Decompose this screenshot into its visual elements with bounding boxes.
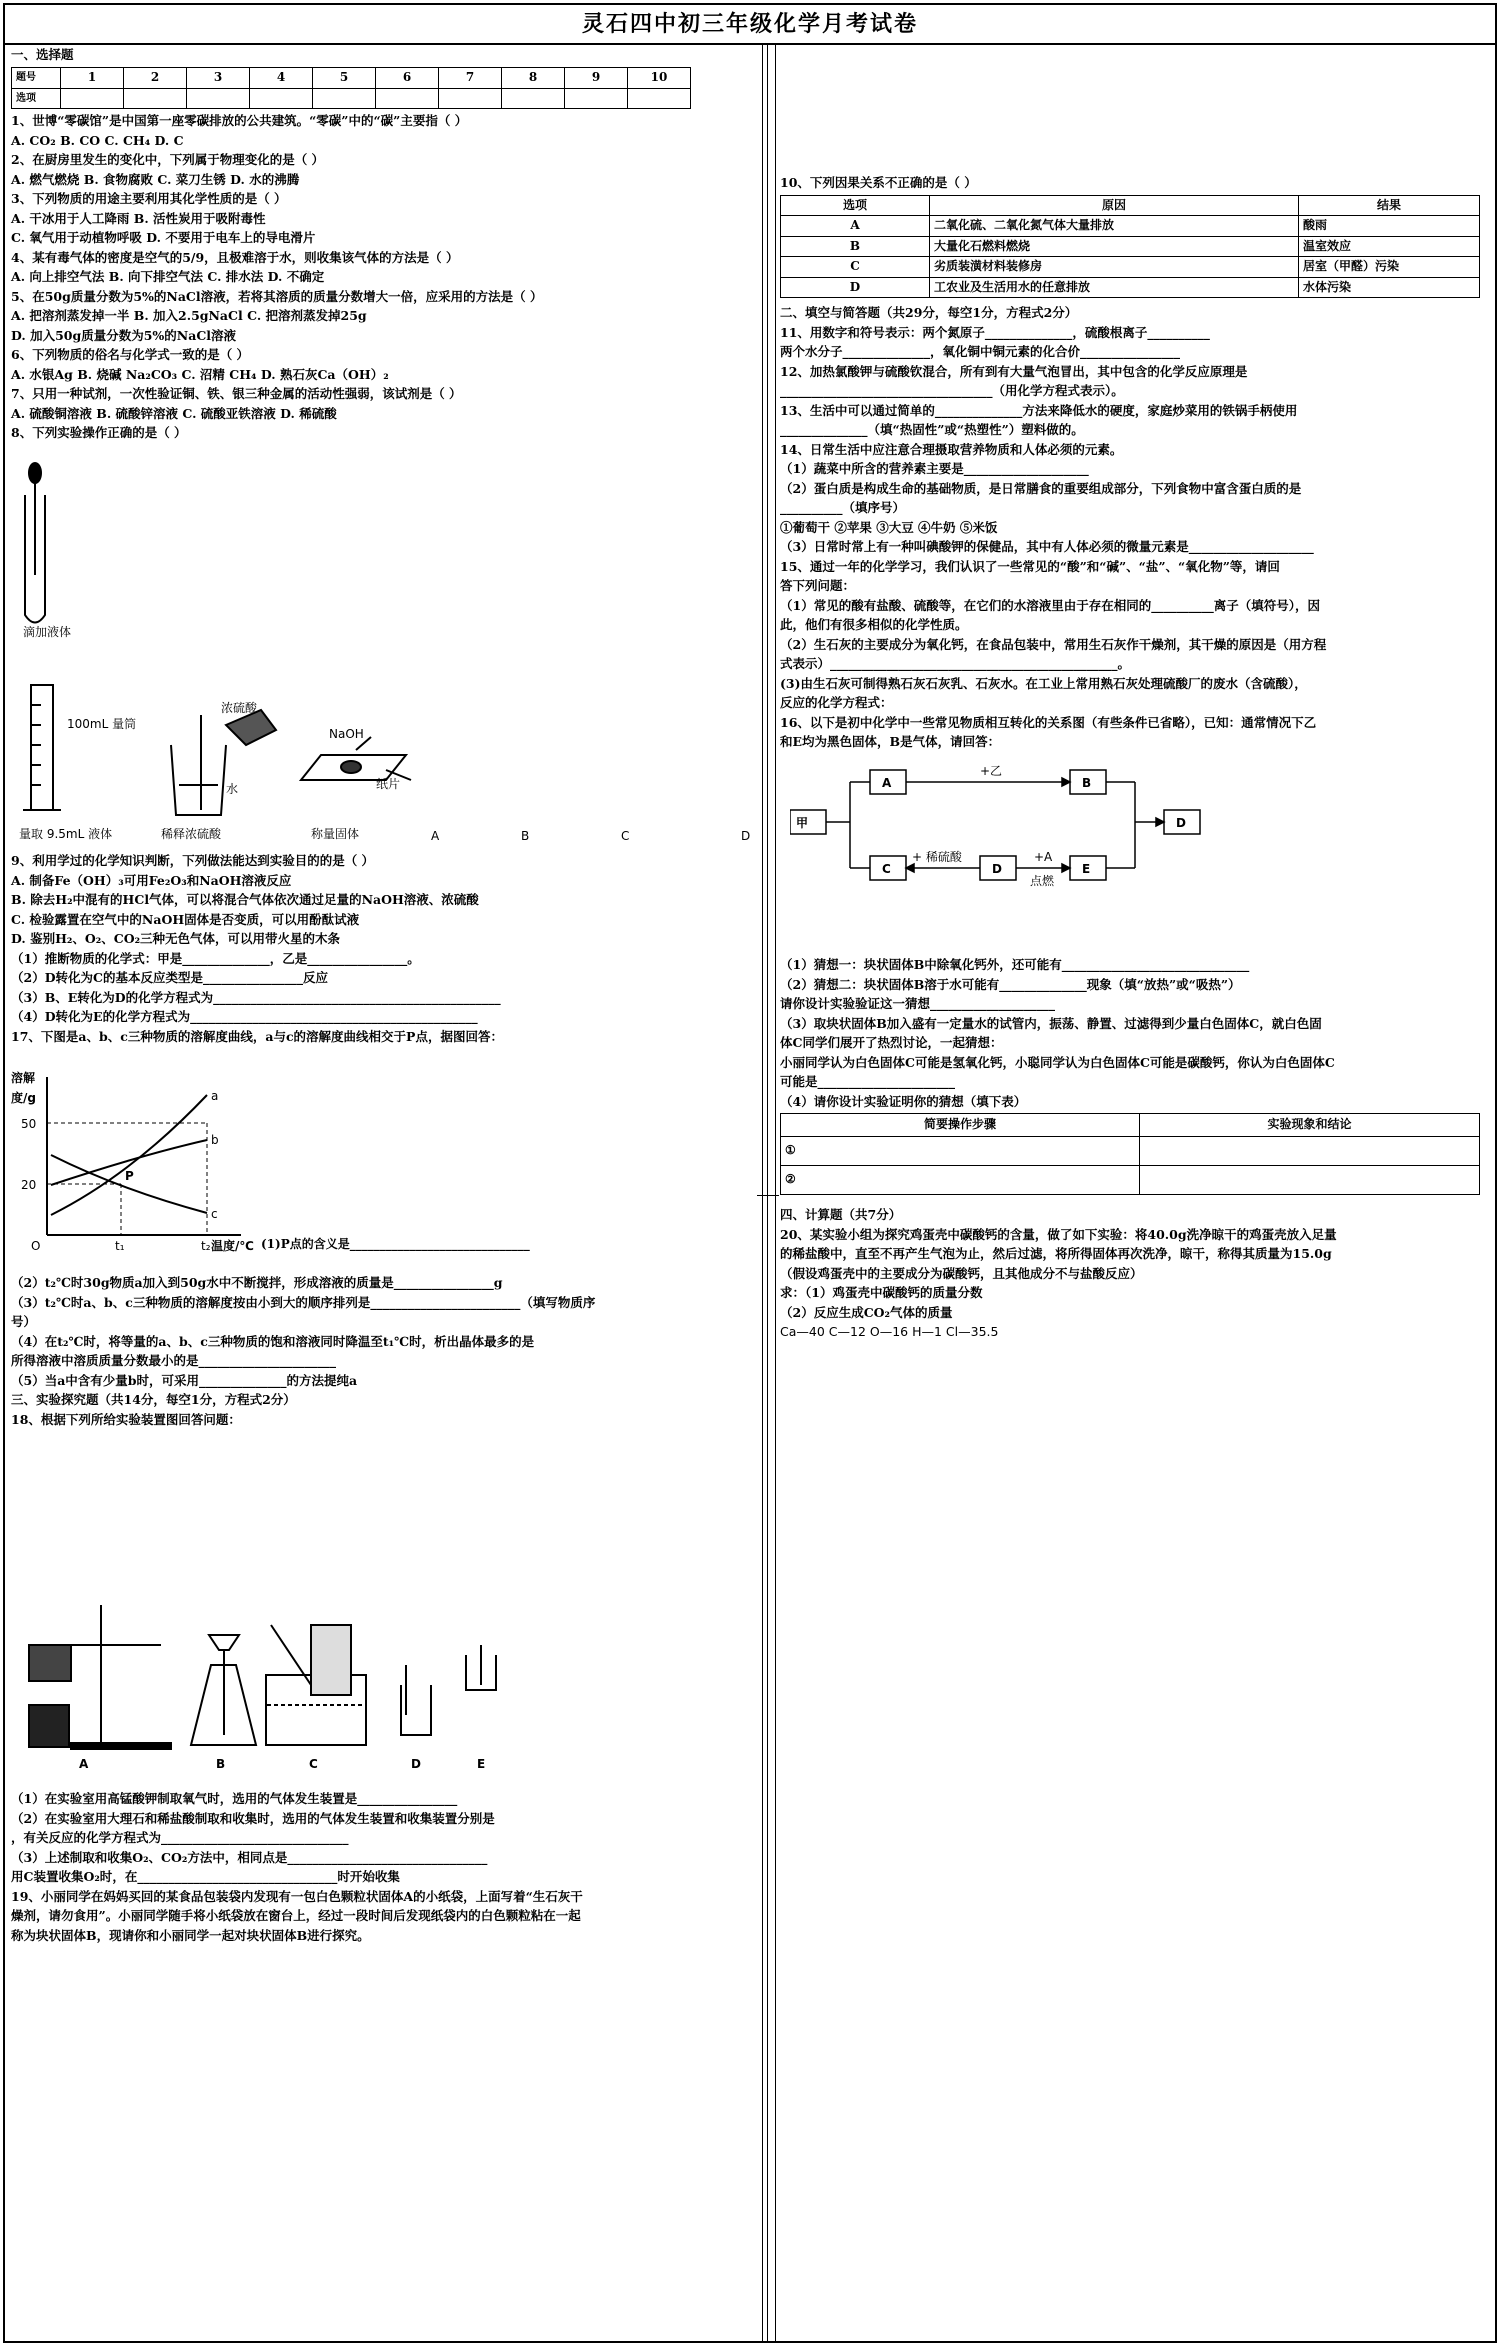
answer-cell[interactable] (376, 88, 439, 109)
figure-label: 100mL 量筒 (67, 717, 137, 731)
q16-diagram (790, 760, 1490, 910)
atomic-mass-note: Ca—40 C—12 O—16 H—1 Cl—35.5 (780, 1324, 999, 1339)
solubility-curves (11, 1065, 271, 1255)
question-line: 号） (11, 1314, 37, 1329)
table-cell: C (781, 257, 930, 278)
table-row (781, 277, 1480, 298)
table-cell: 工农业及生活用水的任意排放 (930, 277, 1299, 298)
question-line: （4）D转化为E的化学方程式为______________________________________________ (11, 1009, 478, 1024)
question-10 (780, 173, 1480, 298)
q8-apparatus-drawing (11, 455, 756, 855)
question-line: （3）取块状固体B加入盛有一定量水的试管内，振荡、静置、过滤得到少量白色固体C，就白色固 (780, 1015, 1322, 1031)
q18-apparatus (11, 1565, 756, 1775)
x-tick: t₂ (201, 1239, 211, 1253)
question-number: 8 (502, 68, 565, 89)
series-label: b (211, 1133, 219, 1147)
edge-label: 点燃 (1030, 874, 1055, 888)
question-line: 和E均为黑色固体，B是气体，请回答： (780, 734, 1001, 749)
question-line: 答下列问题： (780, 578, 856, 593)
question-line: 16、以下是初中化学中一些常见物质相互转化的关系图（有些条件已省略），已知：通常情况下乙 (780, 714, 1317, 730)
question-line: （2）生石灰的主要成分为氧化钙，在食品包装中，常用生石灰作干燥剂，其干燥的原因是（用方程 (780, 636, 1327, 652)
questions-11-16 (780, 303, 1326, 752)
table-cell: D (781, 277, 930, 298)
edge-label: + 稀硫酸 (912, 850, 962, 864)
question-line: 式表示）______________________________________________。 (780, 656, 1131, 671)
question-20 (780, 1205, 1337, 1342)
y-tick: 20 (21, 1178, 37, 1192)
table-header (781, 1114, 1480, 1137)
x-axis-label: 温度/℃ (211, 1239, 254, 1253)
answer-cell[interactable] (313, 88, 376, 109)
solubility-chart (11, 1065, 756, 1255)
figure-label: 稀释浓硫酸 (161, 827, 222, 841)
question-line: 二、填空与简答题（共29分，每空1分，方程式2分） (780, 305, 1078, 320)
table-cell[interactable] (1140, 1137, 1480, 1166)
y-tick: 50 (21, 1117, 37, 1131)
question-line: 反应的化学方程式： (780, 695, 893, 710)
question-line: A. CO₂ B. CO C. CH₄ D. C (11, 132, 184, 148)
question-line: 17、下图是a、b、c三种物质的溶解度曲线，a与c的溶解度曲线相交于P点，据图回答： (11, 1028, 503, 1044)
question-line: D. 加入50g质量分数为5%的NaCl溶液 (11, 327, 237, 343)
question-number: 3 (187, 68, 250, 89)
question-line: （1）常见的酸有盐酸、硫酸等，在它们的水溶液里由于存在相同的__________离子（填符号），因 (780, 597, 1320, 613)
question-line: 的稀盐酸中，直至不再产生气泡为止，然后过滤，将所得固体再次洗净，晾干，称得其质量为15.0g (780, 1246, 1332, 1261)
question-line: 四、计算题（共7分） (780, 1207, 902, 1222)
question-line: （假设鸡蛋壳中的主要成分为碳酸钙，且其他成分不与盐酸反应） (780, 1265, 1143, 1281)
answer-cell[interactable] (124, 88, 187, 109)
answer-cell[interactable] (502, 88, 565, 109)
apparatus-label: D (411, 1757, 421, 1771)
series-label: c (211, 1207, 218, 1221)
answer-cell[interactable] (187, 88, 250, 109)
apparatus-D (401, 1665, 431, 1735)
question-line: 小丽同学认为白色固体C可能是氢氧化钙，小聪同学认为白色固体C可能是碳酸钙，你认为白色固体C (780, 1054, 1335, 1070)
q10-table (780, 195, 1480, 299)
question-line: 4、某有毒气体的密度是空气的5/9，且极难溶于水，则收集该气体的方法是（ ） (11, 249, 459, 265)
apparatus-label: E (477, 1757, 486, 1771)
table-cell: 温室效应 (1299, 236, 1480, 257)
option-label: B (521, 829, 530, 843)
option-label: A (431, 829, 440, 843)
point-label: P (125, 1169, 134, 1183)
node-label: D (1176, 816, 1186, 830)
graduated-cylinder-icon (23, 685, 61, 810)
section-heading (11, 45, 74, 65)
question-number: 4 (250, 68, 313, 89)
questions-9-16 (11, 851, 503, 1046)
question-line: 两个水分子______________，氧化铜中铜元素的化合价________________ (780, 344, 1181, 359)
node-label: A (882, 776, 892, 790)
apparatus-C (266, 1625, 366, 1745)
question-line: 14、日常生活中应注意合理摄取营养物质和人体必须的元素。 (780, 441, 1123, 457)
question-line: 15、通过一年的化学学习，我们认识了一些常见的“酸”和“碱”、“盐”、“氧化物”等，请回 (780, 558, 1280, 574)
question-line: A. 硫酸铜溶液 B. 硫酸锌溶液 C. 硫酸亚铁溶液 D. 稀硫酸 (11, 405, 337, 421)
apparatus-label: C (309, 1757, 318, 1771)
q8-figures (11, 455, 756, 855)
answer-cell[interactable] (61, 88, 124, 109)
section-title: 一、选择题 (11, 47, 74, 62)
table-cell: 水体污染 (1299, 277, 1480, 298)
table-cell[interactable]: ② (781, 1166, 1140, 1195)
series-label: a (211, 1089, 219, 1103)
question-line: B. 除去H₂中混有的HCl气体，可以将混合气体依次通过足量的NaOH溶液、浓硫酸 (11, 892, 479, 907)
column-divider (762, 45, 763, 2341)
table-cell: 劣质装潢材料装修房 (930, 257, 1299, 278)
question-line: 5、在50g质量分数为5%的NaCl溶液，若将其溶质的质量分数增大一倍，应采用的方法是（ ） (11, 288, 543, 304)
node-label: B (1082, 776, 1092, 790)
question-line: 10、下列因果关系不正确的是（ ） (780, 175, 977, 190)
node-label: E (1082, 862, 1091, 876)
table-header-cell: 原因 (930, 195, 1299, 216)
question-line: 求：（1）鸡蛋壳中碳酸钙的质量分数 (780, 1285, 983, 1300)
question-line: A. 把溶剂蒸发掉一半 B. 加入2.5gNaCl C. 把溶剂蒸发掉25g (11, 308, 367, 323)
question-line: 用C装置收集O₂时，在________________________________时开始收集 (11, 1869, 400, 1884)
left-column (11, 45, 756, 2341)
table-cell: A (781, 216, 930, 237)
figure-label: NaOH (329, 727, 364, 741)
question-line: （3）上述制取和收集O₂、CO₂方法中，相同点是________________________________ (11, 1849, 488, 1865)
question-line: （2）D转化为C的基本反应类型是________________反应 (11, 970, 328, 985)
question-line: 1、世博“零碳馆”是中国第一座零碳排放的公共建筑。“零碳”中的“碳”主要指（ ） (11, 113, 468, 128)
figure-label: 浓硫酸 (221, 701, 258, 715)
questions-18-19 (11, 1789, 583, 1945)
table-label: 题号 (12, 68, 61, 89)
question-line: ①葡萄干 ②苹果 ③大豆 ④牛奶 ⑤米饭 (780, 519, 998, 535)
answer-table (11, 67, 691, 109)
question-line: （1）在实验室用高锰酸钾制取氧气时，选用的气体发生装置是________________ (11, 1791, 458, 1806)
table-row (781, 1137, 1480, 1166)
gas-apparatus-drawing (11, 1565, 531, 1775)
table-cell: 酸雨 (1299, 216, 1480, 237)
question-line: （5）当a中含有少量b时，可采用______________的方法提纯a (11, 1372, 358, 1388)
table-cell: 二氧化硫、二氧化氮气体大量排放 (930, 216, 1299, 237)
question-number: 9 (565, 68, 628, 89)
apparatus-B (191, 1635, 256, 1745)
table-header-cell: 结果 (1299, 195, 1480, 216)
question-line: 此，他们有很多相似的化学性质。 (780, 617, 968, 632)
apparatus-A (29, 1605, 171, 1749)
question-19-continued (780, 955, 1480, 1195)
question-line: （2）猜想二：块状固体B溶于水可能有______________现象（填“放热”或“吸热”） (780, 976, 1241, 992)
question-line: （2）t₂℃时30g物质a加入到50g水中不断搅拌，形成溶液的质量是________________g (11, 1275, 503, 1290)
q17-subquestions (11, 1273, 595, 1429)
table-cell[interactable]: ① (781, 1137, 1140, 1166)
y-axis-label: 溶解度/g (11, 1071, 36, 1105)
table-cell[interactable] (1140, 1166, 1480, 1195)
curve-a (51, 1095, 207, 1215)
answer-cell[interactable] (250, 88, 313, 109)
question-line: (3)由生石灰可制得熟石灰石灰乳、石灰水。在工业上常用熟石灰处理硫酸厂的废水（含硫酸）， (780, 675, 1307, 691)
question-line: ，有关反应的化学方程式为______________________________ (11, 1830, 349, 1845)
answer-cell[interactable] (439, 88, 502, 109)
exam-title: 灵石四中初三年级化学月考试卷 (5, 5, 1495, 45)
column-divider (775, 45, 776, 2341)
table-row (781, 216, 1480, 237)
x-tick: t₁ (115, 1239, 125, 1253)
answer-grid (11, 67, 691, 109)
question-number: 2 (124, 68, 187, 89)
answer-table-row (12, 88, 691, 109)
question-line: （1）推断物质的化学式：甲是______________，乙是________________。 (11, 950, 420, 966)
question-line: 19、小丽同学在妈妈买回的某食品包装袋内发现有一包白色颗粒状固体A的小纸袋，上面写着“生石灰干 (11, 1888, 583, 1904)
question-line: 3、下列物质的用途主要利用其化学性质的是（ ） (11, 191, 287, 206)
question-line: 可能是______________________ (780, 1074, 956, 1089)
node-label: D (992, 862, 1002, 876)
question-number: 5 (313, 68, 376, 89)
question-line: __________________________________（用化学方程式表示）。 (780, 383, 1124, 398)
table-header (781, 195, 1480, 216)
question-line: ______________（填“热固性”或“热塑性”）塑料做的。 (780, 422, 1084, 437)
node-label: C (882, 862, 891, 876)
apparatus-label: A (79, 1757, 89, 1771)
question-line: （2）蛋白质是构成生命的基础物质，是日常膳食的重要组成部分，下列食物中富含蛋白质的是 (780, 480, 1302, 496)
q19-table (780, 1113, 1480, 1195)
question-line: 6、下列物质的俗名与化学式一致的是（ ） (11, 347, 250, 362)
question-line: （3）日常时常上有一种叫碘酸钾的保健品，其中有人体必须的微量元素是____________________ (780, 539, 1314, 554)
right-column (780, 45, 1490, 2341)
question-number: 6 (376, 68, 439, 89)
question-line: 7、只用一种试剂，一次性验证铜、铁、银三种金属的活动性强弱，该试剂是（ ） (11, 386, 462, 401)
question-line: 20、某实验小组为探究鸡蛋壳中碳酸钙的含量，做了如下实验：将40.0g洗净晾干的鸡蛋壳放入足量 (780, 1226, 1337, 1242)
reaction-flow (790, 760, 1490, 910)
question-line: 称为块状固体B，现请你和小丽同学一起对块状固体B进行探究。 (11, 1927, 370, 1943)
table-header-cell: 简要操作步骤 (781, 1114, 1140, 1137)
question-line: 2、在厨房里发生的变化中，下列属于物理变化的是（ ） (11, 152, 325, 167)
figure-label: 量取 9.5mL 液体 (19, 827, 113, 841)
table-cell: 居室（甲醛）污染 (1299, 257, 1480, 278)
question-line: 12、加热氯酸钾与硫酸钦混合，所有到有大量气泡冒出，其中包含的化学反应原理是 (780, 363, 1248, 379)
question-line: （4）在t₂℃时，将等量的a、b、c三种物质的饱和溶液同时降温至t₁℃时，析出晶体最多的是 (11, 1333, 535, 1349)
figure-label: 水 (226, 782, 239, 796)
figure-label: 滴加液体 (23, 625, 72, 639)
question-line: 所得溶液中溶质质量分数最小的是______________________ (11, 1353, 337, 1368)
question-number: 10 (628, 68, 691, 89)
question-line: A. 燃气燃烧 B. 食物腐败 C. 菜刀生锈 D. 水的沸腾 (11, 171, 300, 187)
table-row (781, 257, 1480, 278)
figure-label: 纸片 (376, 777, 401, 791)
question-line: (1)P点的含义是______________________________ (261, 1237, 530, 1251)
question-line: 三、实验探究题（共14分，每空1分，方程式2分） (11, 1392, 296, 1407)
question-line: （1）蔬菜中所含的营养素主要是____________________ (780, 461, 1089, 476)
question-line: （4）请你设计实验证明你的猜想（填下表） (780, 1093, 1027, 1109)
answer-table-head (12, 68, 691, 89)
answer-cell[interactable] (565, 88, 628, 109)
question-line: （3）t₂℃时a、b、c三种物质的溶解度按由小到大的顺序排列是________________________（填写物质序 (11, 1294, 596, 1310)
question-line: 13、生活中可以通过简单的______________方法来降低水的硬度，家庭炒菜用的铁锅手柄使用 (780, 402, 1298, 418)
question-line: 请你设计实验验证这一猜想____________________ (780, 996, 1056, 1011)
question-line: （1）猜想一：块状固体B中除氧化钙外，还可能有______________________________ (780, 957, 1250, 972)
exam-page (3, 3, 1497, 2343)
option-label: C (621, 829, 630, 843)
table-row (781, 1166, 1480, 1195)
question-line: （2）反应生成CO₂气体的质量 (780, 1304, 953, 1320)
edge-label: +乙 (980, 764, 1003, 778)
table-label: 选项 (12, 88, 61, 109)
apparatus-label: B (216, 1757, 226, 1771)
question-line: C. 检验露置在空气中的NaOH固体是否变质，可以用酚酞试液 (11, 911, 360, 927)
figure-label: 称量固体 (311, 827, 360, 841)
question-line: 18、根据下列所给实验装置图回答问题： (11, 1411, 241, 1427)
dropper-icon (25, 463, 45, 623)
question-line: 体C同学们展开了热烈讨论，一起猜想： (780, 1035, 1003, 1050)
edge-label: +A (1034, 850, 1053, 864)
question-line: 燥剂，请勿食用”。小丽同学随手将小纸袋放在窗台上，经过一段时间后发现纸袋内的白色颗粒粘在一起 (11, 1908, 581, 1923)
question-line: （3）B、E转化为D的化学方程式为______________________________________________ (11, 989, 501, 1005)
table-header-cell: 实验现象和结论 (1140, 1114, 1480, 1137)
fold-mark (757, 1195, 779, 1196)
question-line: A. 向上排空气法 B. 向下排空气法 C. 排水法 D. 不确定 (11, 269, 325, 284)
column-divider (767, 45, 768, 2341)
question-line: 11、用数字和符号表示：两个氮原子______________，硫酸根离子__________ (780, 324, 1210, 340)
table-header-cell: 选项 (781, 195, 930, 216)
question-line: 9、利用学过的化学知识判断，下列做法能达到实验目的的是（ ） (11, 853, 375, 868)
question-line: A. 水银Ag B. 烧碱 Na₂CO₃ C. 沼精 CH₄ D. 熟石灰Ca（OH）₂ (11, 366, 389, 382)
table-cell: 大量化石燃料燃烧 (930, 236, 1299, 257)
question-line: 8、下列实验操作正确的是（ ） (11, 425, 187, 440)
apparatus-E (466, 1645, 496, 1690)
question-line: D. 鉴别H₂、O₂、CO₂三种无色气体，可以用带火星的木条 (11, 931, 341, 946)
questions-1-8 (11, 111, 542, 443)
origin-label: O (31, 1239, 41, 1253)
question-number: 7 (439, 68, 502, 89)
question-line: __________（填序号） (780, 500, 906, 515)
beaker-icon (171, 710, 276, 815)
question-line: （2）在实验室用大理石和稀盐酸制取和收集时，选用的气体发生装置和收集装置分别是 (11, 1810, 495, 1826)
question-line: A. 制备Fe（OH）₃可用Fe₂O₃和NaOH溶液反应 (11, 872, 292, 888)
question-number: 1 (61, 68, 124, 89)
question-line: A. 干冰用于人工降雨 B. 活性炭用于吸附毒性 (11, 210, 266, 226)
question-line: C. 氧气用于动植物呼吸 D. 不要用于电车上的导电滑片 (11, 230, 316, 245)
table-cell: B (781, 236, 930, 257)
table-row (781, 236, 1480, 257)
option-label: D (741, 829, 751, 843)
answer-cell[interactable] (628, 88, 691, 109)
node-label: 甲 (796, 816, 809, 830)
